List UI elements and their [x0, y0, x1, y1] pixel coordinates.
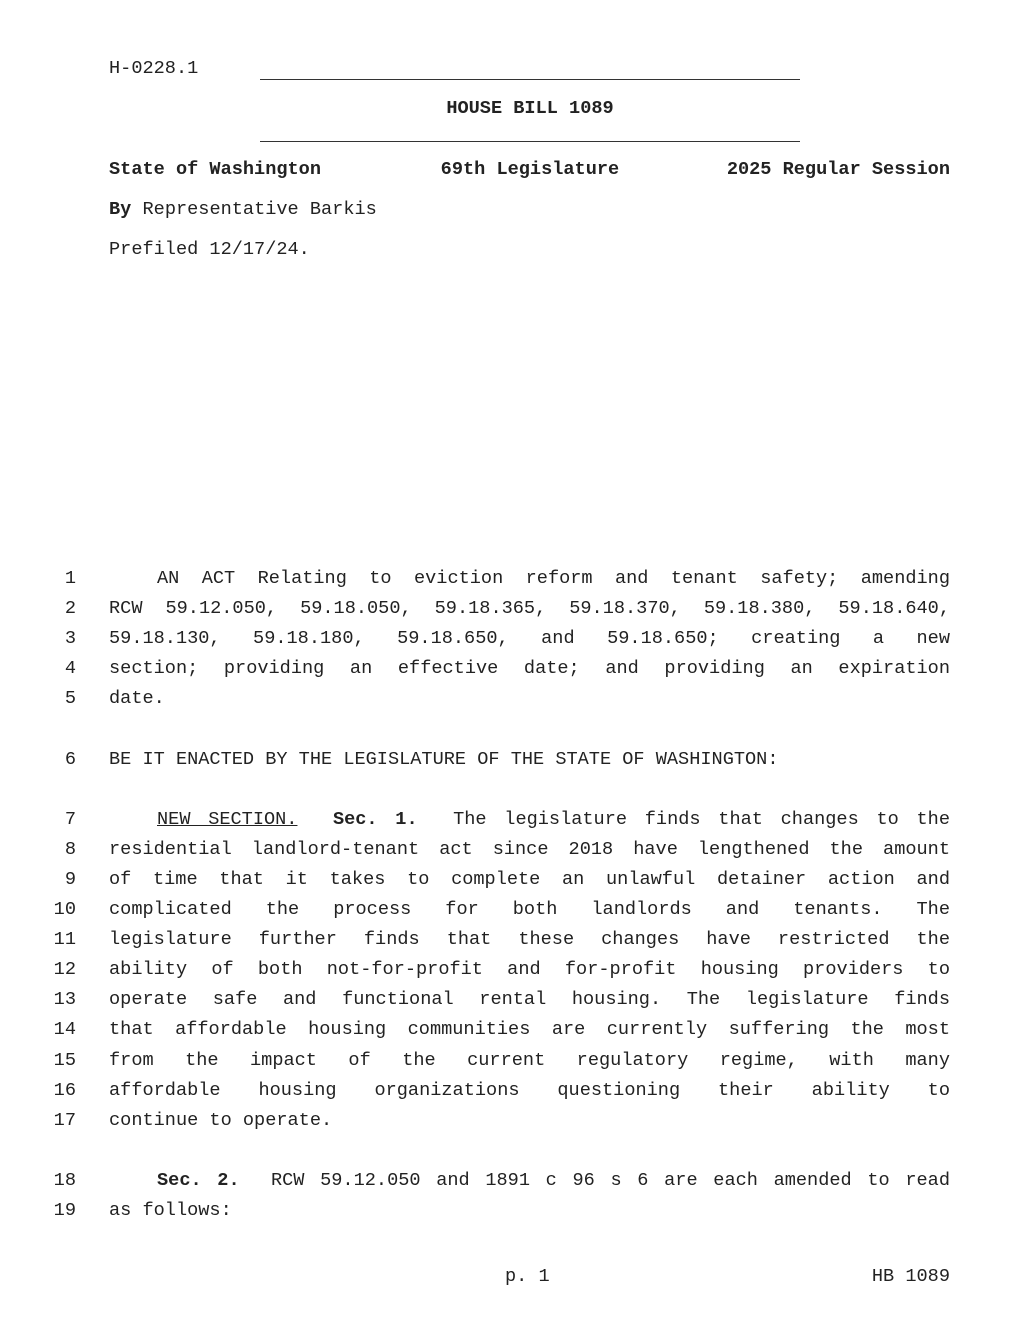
sponsor-name: Representative Barkis: [142, 199, 377, 220]
section-1-text-line: that affordable housing communities are currently suffering the most: [109, 1019, 950, 1040]
enacting-clause: BE IT ENACTED BY THE LEGISLATURE OF THE STATE OF WASHINGTON:: [109, 749, 779, 770]
section-1-text-line: affordable housing organizations questioning their ability to: [109, 1080, 950, 1101]
line-number: 7: [64, 809, 76, 830]
line-number: 11: [53, 929, 76, 950]
line-number: 1: [64, 568, 76, 589]
act-text-line: AN ACT Relating to eviction reform and tenant safety; amending: [157, 568, 950, 589]
by-label: By: [109, 199, 132, 220]
line-number: 13: [53, 989, 76, 1010]
section-1-text-line: from the impact of the current regulatory regime, with many: [109, 1050, 950, 1071]
title-rule-bottom: [260, 141, 800, 142]
section-1-text-line: of time that it takes to complete an unlawful detainer action and: [109, 869, 950, 890]
line-number: 2: [64, 598, 76, 619]
section-1-text-line: complicated the process for both landlords and tenants. The: [109, 899, 950, 920]
line-number: 19: [53, 1200, 76, 1221]
session-name: 2025 Regular Session: [726, 159, 950, 180]
legislature-number: 69th Legislature: [440, 159, 620, 180]
section-1-heading-line: [157, 811, 950, 830]
line-number: 16: [53, 1080, 76, 1101]
line-number: 3: [64, 628, 76, 649]
line-number: 9: [64, 869, 76, 890]
section-1-text-line: residential landlord-tenant act since 2018 have lengthened the amount: [109, 839, 950, 860]
bill-reference: HB 1089: [871, 1266, 950, 1287]
act-text-line: date.: [109, 688, 165, 709]
bill-title: HOUSE BILL 1089: [446, 98, 614, 119]
line-number: 6: [64, 749, 76, 770]
act-text-line: 59.18.130, 59.18.180, 59.18.650, and 59.18.650; creating a new: [109, 628, 950, 649]
section-1-text-line: operate safe and functional rental housing. The legislature finds: [109, 989, 950, 1010]
prefiled-date: Prefiled 12/17/24.: [109, 239, 310, 260]
section-1-text-line: continue to operate.: [109, 1110, 333, 1131]
line-number: 8: [64, 839, 76, 860]
section-1-text-start: The legislature finds that changes to the: [453, 809, 950, 830]
page-number: p. 1: [505, 1266, 550, 1287]
act-text-line: section; providing an effective date; and providing an expiration: [109, 658, 950, 679]
section-1-text-line: legislature further finds that these changes have restricted the: [109, 929, 950, 950]
line-number: 5: [64, 688, 76, 709]
new-section-label: NEW SECTION.: [157, 809, 298, 830]
act-text-line: RCW 59.12.050, 59.18.050, 59.18.365, 59.18.370, 59.18.380, 59.18.640,: [109, 598, 950, 619]
line-number: 18: [53, 1170, 76, 1191]
section-1-label: Sec. 1.: [332, 809, 418, 830]
line-number: 12: [53, 959, 76, 980]
section-2-label: Sec. 2.: [157, 1170, 240, 1191]
line-number: 15: [53, 1050, 76, 1071]
line-number: 4: [64, 658, 76, 679]
sponsor-line: [109, 201, 377, 220]
state-name: State of Washington: [109, 159, 322, 180]
section-2-text-start: RCW 59.12.050 and 1891 c 96 s 6 are each amended to read: [270, 1170, 950, 1191]
session-header: [109, 161, 950, 180]
line-number: 10: [53, 899, 76, 920]
section-2-heading-line: [157, 1172, 950, 1191]
line-number: 14: [53, 1019, 76, 1040]
line-number: 17: [53, 1110, 76, 1131]
title-rule-top: [260, 79, 800, 80]
document-code: H-0228.1: [109, 58, 199, 79]
section-1-text-line: ability of both not-for-profit and for-profit housing providers to: [109, 959, 950, 980]
section-2-text-line: as follows:: [109, 1200, 232, 1221]
